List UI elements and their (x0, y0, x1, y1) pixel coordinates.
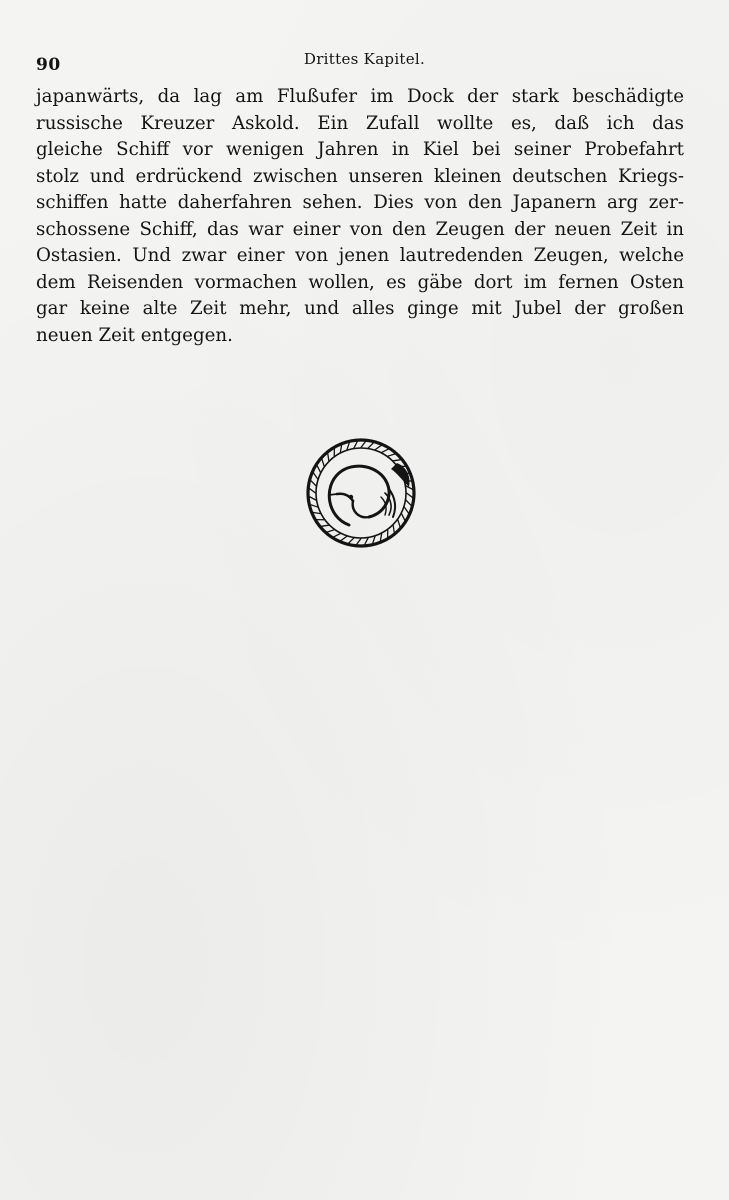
text-line: russische Kreuzer Askold. Ein Zufall wollte es, daß ich das (36, 112, 684, 134)
crest-feather-stroke (340, 445, 341, 453)
running-head: Drittes Kapitel. (303, 50, 426, 68)
crest-feather-stroke (393, 460, 401, 461)
crest-feather-stroke (364, 538, 368, 545)
crest-feather-stroke (354, 441, 358, 448)
body-paragraph (36, 84, 684, 349)
crest-feather-stroke (313, 473, 318, 479)
crest-feather-stroke (328, 453, 329, 461)
crest-feather-stroke (380, 534, 381, 542)
crest-feather-stroke (398, 520, 400, 527)
text-line: schossene Schiff, das war einer von den Zeugen der neuen Zeit in (36, 218, 684, 240)
text-line: gleiche Schiff vor wenigen Jahren in Kiel bei seiner Probefahrt (36, 139, 684, 160)
text-line: gar keine alte Zeit mehr, und alles ginge mit Jubel der großen (36, 298, 684, 319)
crest-feather-stroke (407, 493, 413, 498)
crest-feather-stroke (406, 486, 413, 490)
text-line: dem Reisenden vormachen wollen, es gäbe dort im fernen Osten (36, 271, 684, 293)
crest-feather-stroke (322, 459, 324, 466)
text-line: neuen Zeit entgegen. (36, 324, 233, 346)
crest-feather-stroke (321, 525, 329, 526)
crest-feather-stroke (317, 465, 320, 472)
crest-feather-stroke (313, 512, 321, 513)
crest-feather-stroke (309, 496, 316, 500)
crest-feather-stroke (368, 443, 374, 448)
crest-feather-stroke (356, 539, 361, 545)
crest-feather-stroke (311, 480, 316, 486)
crest-feather-stroke (361, 441, 366, 447)
text-line: Ostasien. Und zwar einer von jenen lautredenden Zeugen, welche (36, 245, 684, 266)
crest-feather-stroke (341, 536, 347, 541)
crest-feather-stroke (393, 525, 394, 533)
crest-feather-stroke (406, 500, 411, 506)
crest-feather-stroke (375, 445, 381, 450)
text-line: japanwärts, da lag am Flußufer im Dock der stark beschädigte (36, 86, 684, 107)
crest-feather-stroke (333, 534, 340, 537)
text-line: schiffen hatte daherfahren sehen. Dies von den Japanern arg zer- (36, 192, 684, 213)
crest-feather-stroke (348, 538, 354, 543)
crest-feather-stroke (388, 454, 395, 456)
page-number: 90 (36, 55, 61, 75)
crest-feather-stroke (382, 449, 389, 452)
crane-crest-icon (305, 437, 417, 549)
crest-feather-stroke (327, 530, 334, 532)
text-line: stolz und erdrückend zwischen unseren kleinen deutschen Kriegs- (36, 165, 684, 187)
crest-feather-stroke (404, 507, 409, 513)
crest-feather-stroke (402, 514, 405, 521)
crest-feather-stroke (309, 488, 315, 493)
